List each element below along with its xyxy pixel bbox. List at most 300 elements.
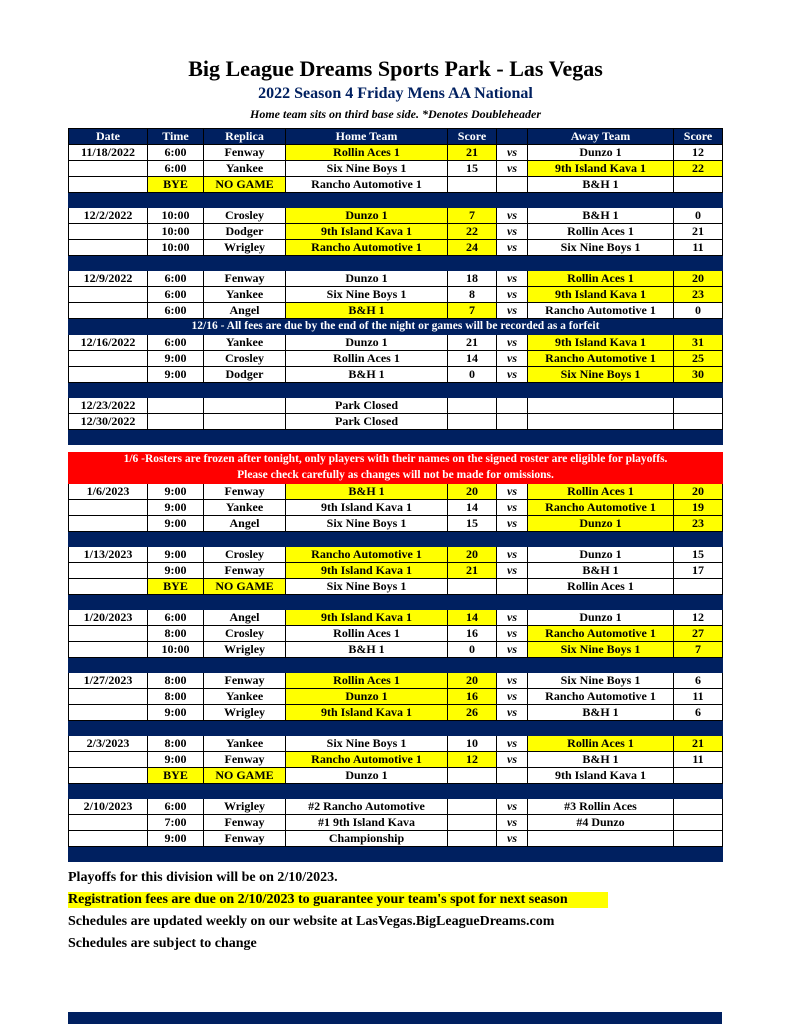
playoff-row (69, 799, 723, 815)
column-header-vs (497, 129, 528, 145)
home-score-cell: 14 (448, 500, 497, 516)
game-row (69, 689, 723, 705)
time-cell: 9:00 (148, 563, 204, 579)
away-team-cell: Rancho Automotive 1 (528, 689, 674, 705)
home-score-cell: 15 (448, 161, 497, 177)
away-team-cell: Rollin Aces 1 (528, 271, 674, 287)
home-score-cell: 14 (448, 351, 497, 367)
game-row (69, 208, 723, 224)
home-score-cell: 14 (448, 610, 497, 626)
time-cell: 9:00 (148, 831, 204, 847)
vs-cell (497, 768, 528, 784)
date-cell (69, 831, 148, 847)
time-cell: BYE (148, 579, 204, 595)
replica-cell (204, 398, 286, 414)
home-score-cell: 8 (448, 287, 497, 303)
date-cell (69, 563, 148, 579)
away-score-cell (674, 831, 723, 847)
separator-notice-text: 12/16 - All fees are due by the end of the night or games will be recorded as a forfeit (69, 319, 723, 335)
time-cell: BYE (148, 177, 204, 193)
away-team-cell: Six Nine Boys 1 (528, 367, 674, 383)
game-row (69, 610, 723, 626)
vs-cell: vs (497, 642, 528, 658)
date-cell: 2/10/2023 (69, 799, 148, 815)
home-score-cell: 7 (448, 208, 497, 224)
time-cell: 6:00 (148, 303, 204, 319)
time-cell: 6:00 (148, 161, 204, 177)
home-score-cell: 0 (448, 367, 497, 383)
game-row (69, 271, 723, 287)
separator-bar (69, 784, 723, 799)
date-cell: 1/6/2023 (69, 484, 148, 500)
away-score-cell: 12 (674, 610, 723, 626)
away-score-cell: 31 (674, 335, 723, 351)
away-score-cell (674, 815, 723, 831)
replica-cell: Fenway (204, 831, 286, 847)
date-cell (69, 705, 148, 721)
game-row (69, 752, 723, 768)
home-score-cell: 22 (448, 224, 497, 240)
time-cell: 10:00 (148, 208, 204, 224)
replica-cell: Fenway (204, 815, 286, 831)
home-team-cell: B&H 1 (286, 642, 448, 658)
column-header-home-team-3: Home Team (286, 129, 448, 145)
game-row (69, 224, 723, 240)
separator-bar (69, 532, 723, 547)
replica-cell: Crosley (204, 208, 286, 224)
vs-cell: vs (497, 161, 528, 177)
date-cell: 2/3/2023 (69, 736, 148, 752)
vs-cell: vs (497, 689, 528, 705)
home-score-cell: 20 (448, 547, 497, 563)
vs-cell: vs (497, 831, 528, 847)
replica-cell: Fenway (204, 145, 286, 161)
replica-cell: Yankee (204, 736, 286, 752)
vs-cell: vs (497, 705, 528, 721)
game-row (69, 335, 723, 351)
vs-cell (497, 398, 528, 414)
vs-cell: vs (497, 335, 528, 351)
vs-cell: vs (497, 287, 528, 303)
column-header-score-4: Score (448, 129, 497, 145)
away-team-cell: B&H 1 (528, 208, 674, 224)
spacer-row (69, 445, 723, 452)
away-team-cell: #3 Rollin Aces (528, 799, 674, 815)
time-cell: 8:00 (148, 626, 204, 642)
park-closed-row (69, 398, 723, 414)
away-team-cell (528, 831, 674, 847)
replica-cell: Crosley (204, 547, 286, 563)
column-header-score-7: Score (674, 129, 723, 145)
time-cell: 10:00 (148, 224, 204, 240)
vs-cell: vs (497, 799, 528, 815)
replica-cell (204, 414, 286, 430)
home-score-cell: 20 (448, 484, 497, 500)
page-title: Big League Dreams Sports Park - Las Vegas (188, 56, 603, 81)
time-cell: 9:00 (148, 500, 204, 516)
time-cell: 6:00 (148, 287, 204, 303)
game-row (69, 516, 723, 532)
home-score-cell: 7 (448, 303, 497, 319)
footer-note-text: Schedules are subject to change (68, 936, 257, 951)
away-score-cell: 17 (674, 563, 723, 579)
date-cell: 12/2/2022 (69, 208, 148, 224)
home-score-cell: 16 (448, 626, 497, 642)
game-row (69, 161, 723, 177)
away-team-cell (528, 398, 674, 414)
home-team-cell: Rollin Aces 1 (286, 626, 448, 642)
away-score-cell: 6 (674, 673, 723, 689)
away-team-cell: Rollin Aces 1 (528, 484, 674, 500)
home-score-cell (448, 414, 497, 430)
footer-note-line (68, 870, 791, 886)
away-team-cell (528, 414, 674, 430)
away-score-cell: 19 (674, 500, 723, 516)
date-cell (69, 642, 148, 658)
home-score-cell: 10 (448, 736, 497, 752)
replica-cell: Wrigley (204, 240, 286, 256)
away-team-cell: B&H 1 (528, 752, 674, 768)
date-cell (69, 161, 148, 177)
away-score-cell: 23 (674, 516, 723, 532)
vs-cell: vs (497, 367, 528, 383)
date-cell (69, 240, 148, 256)
replica-cell: Crosley (204, 351, 286, 367)
bottom-navy-bar (68, 1012, 722, 1024)
separator-row (69, 319, 723, 335)
home-team-cell: B&H 1 (286, 367, 448, 383)
park-closed-cell: Park Closed (286, 398, 448, 414)
separator-bar (69, 193, 723, 208)
game-row (69, 367, 723, 383)
vs-cell: vs (497, 271, 528, 287)
away-score-cell: 22 (674, 161, 723, 177)
home-score-cell: 20 (448, 673, 497, 689)
date-cell: 11/18/2022 (69, 145, 148, 161)
playoff-row (69, 815, 723, 831)
date-cell: 12/30/2022 (69, 414, 148, 430)
away-score-cell: 12 (674, 145, 723, 161)
date-cell: 12/23/2022 (69, 398, 148, 414)
column-header-replica-2: Replica (204, 129, 286, 145)
replica-cell: Crosley (204, 626, 286, 642)
bye-row (69, 177, 723, 193)
replica-cell: Yankee (204, 689, 286, 705)
date-cell: 12/16/2022 (69, 335, 148, 351)
vs-cell (497, 177, 528, 193)
game-row (69, 673, 723, 689)
time-cell: 10:00 (148, 642, 204, 658)
table-header-row (69, 129, 723, 145)
away-team-cell: Dunzo 1 (528, 516, 674, 532)
replica-cell: Fenway (204, 563, 286, 579)
home-score-cell: 12 (448, 752, 497, 768)
separator-row (69, 658, 723, 673)
away-team-cell: Rancho Automotive 1 (528, 303, 674, 319)
separator-row (69, 256, 723, 271)
game-row (69, 563, 723, 579)
away-team-cell: #4 Dunzo (528, 815, 674, 831)
game-row (69, 705, 723, 721)
away-team-cell: Dunzo 1 (528, 145, 674, 161)
league-subtitle: 2022 Season 4 Friday Mens AA National (258, 85, 533, 102)
time-cell: 9:00 (148, 351, 204, 367)
date-cell: 1/13/2023 (69, 547, 148, 563)
away-score-cell (674, 579, 723, 595)
away-score-cell: 20 (674, 484, 723, 500)
away-team-cell: Six Nine Boys 1 (528, 240, 674, 256)
column-header-date-0: Date (69, 129, 148, 145)
home-team-cell: 9th Island Kava 1 (286, 705, 448, 721)
home-score-cell (448, 398, 497, 414)
date-cell (69, 579, 148, 595)
replica-cell: Wrigley (204, 642, 286, 658)
spacer-cell (69, 445, 723, 452)
vs-cell: vs (497, 240, 528, 256)
time-cell: 10:00 (148, 240, 204, 256)
game-row (69, 626, 723, 642)
away-team-cell: Six Nine Boys 1 (528, 673, 674, 689)
time-cell: 8:00 (148, 673, 204, 689)
alert-row (69, 452, 723, 468)
date-cell: 1/20/2023 (69, 610, 148, 626)
home-score-cell: 26 (448, 705, 497, 721)
date-cell (69, 500, 148, 516)
schedule-table (68, 128, 723, 862)
bye-row (69, 579, 723, 595)
home-score-cell (448, 831, 497, 847)
vs-cell (497, 414, 528, 430)
vs-cell: vs (497, 145, 528, 161)
separator-bar (69, 430, 723, 445)
away-score-cell: 23 (674, 287, 723, 303)
replica-cell: Wrigley (204, 799, 286, 815)
away-team-cell: Rancho Automotive 1 (528, 626, 674, 642)
bye-row (69, 768, 723, 784)
home-score-cell (448, 815, 497, 831)
vs-cell: vs (497, 547, 528, 563)
replica-cell: Fenway (204, 484, 286, 500)
away-score-cell: 30 (674, 367, 723, 383)
replica-cell: Angel (204, 516, 286, 532)
away-score-cell (674, 177, 723, 193)
home-team-cell: B&H 1 (286, 484, 448, 500)
home-team-cell: Dunzo 1 (286, 271, 448, 287)
away-score-cell: 7 (674, 642, 723, 658)
home-score-cell: 18 (448, 271, 497, 287)
park-closed-row (69, 414, 723, 430)
schedule-note: Home team sits on third base side. *Denotes Doubleheader (250, 107, 541, 121)
date-cell (69, 351, 148, 367)
home-score-cell: 24 (448, 240, 497, 256)
vs-cell (497, 579, 528, 595)
date-cell: 12/9/2022 (69, 271, 148, 287)
separator-row (69, 532, 723, 547)
away-score-cell: 21 (674, 224, 723, 240)
home-score-cell (448, 799, 497, 815)
away-team-cell: B&H 1 (528, 177, 674, 193)
column-header-time-1: Time (148, 129, 204, 145)
home-team-cell: Rollin Aces 1 (286, 145, 448, 161)
away-score-cell: 11 (674, 240, 723, 256)
time-cell: 6:00 (148, 610, 204, 626)
vs-cell: vs (497, 610, 528, 626)
replica-cell: Yankee (204, 335, 286, 351)
game-row (69, 287, 723, 303)
game-row (69, 500, 723, 516)
home-team-cell: #2 Rancho Automotive (286, 799, 448, 815)
replica-cell: Dodger (204, 224, 286, 240)
separator-row (69, 721, 723, 736)
home-team-cell: 9th Island Kava 1 (286, 500, 448, 516)
date-cell: 1/27/2023 (69, 673, 148, 689)
replica-cell: Fenway (204, 673, 286, 689)
home-team-cell: Rancho Automotive 1 (286, 547, 448, 563)
away-score-cell: 0 (674, 303, 723, 319)
away-score-cell: 27 (674, 626, 723, 642)
separator-row (69, 595, 723, 610)
home-score-cell (448, 579, 497, 595)
away-team-cell: B&H 1 (528, 705, 674, 721)
home-score-cell: 21 (448, 335, 497, 351)
home-team-cell: Rancho Automotive 1 (286, 752, 448, 768)
playoff-row (69, 831, 723, 847)
vs-cell: vs (497, 736, 528, 752)
vs-cell: vs (497, 303, 528, 319)
time-cell: 9:00 (148, 705, 204, 721)
game-row (69, 240, 723, 256)
home-team-cell: Dunzo 1 (286, 768, 448, 784)
vs-cell: vs (497, 752, 528, 768)
away-score-cell: 11 (674, 752, 723, 768)
home-team-cell: Rollin Aces 1 (286, 351, 448, 367)
vs-cell: vs (497, 673, 528, 689)
separator-row (69, 430, 723, 445)
home-team-cell: Six Nine Boys 1 (286, 287, 448, 303)
registration-fee-notice: Registration fees are due on 2/10/2023 to guarantee your team's spot for next season (68, 892, 608, 908)
home-team-cell: #1 9th Island Kava (286, 815, 448, 831)
away-team-cell: Rollin Aces 1 (528, 736, 674, 752)
home-team-cell: Rollin Aces 1 (286, 673, 448, 689)
time-cell: 6:00 (148, 145, 204, 161)
game-row (69, 736, 723, 752)
away-score-cell: 15 (674, 547, 723, 563)
date-cell (69, 815, 148, 831)
vs-cell: vs (497, 626, 528, 642)
separator-bar (69, 847, 723, 862)
home-team-cell: Dunzo 1 (286, 689, 448, 705)
home-team-cell: Six Nine Boys 1 (286, 516, 448, 532)
home-team-cell: 9th Island Kava 1 (286, 224, 448, 240)
time-cell: 9:00 (148, 516, 204, 532)
replica-cell: NO GAME (204, 177, 286, 193)
alert-text: 1/6 -Rosters are frozen after tonight, only players with their names on the signed roster are eligible for playoffs. (69, 452, 723, 468)
date-cell (69, 516, 148, 532)
separator-row (69, 784, 723, 799)
footer-note-line (68, 892, 791, 908)
time-cell (148, 398, 204, 414)
home-score-cell: 21 (448, 563, 497, 579)
away-team-cell: Rollin Aces 1 (528, 579, 674, 595)
game-row (69, 351, 723, 367)
game-row (69, 303, 723, 319)
replica-cell: Yankee (204, 287, 286, 303)
replica-cell: NO GAME (204, 579, 286, 595)
away-team-cell: Rancho Automotive 1 (528, 500, 674, 516)
replica-cell: NO GAME (204, 768, 286, 784)
footer-notes (68, 870, 791, 952)
home-score-cell: 16 (448, 689, 497, 705)
separator-row (69, 383, 723, 398)
date-cell (69, 224, 148, 240)
away-score-cell: 21 (674, 736, 723, 752)
away-team-cell: 9th Island Kava 1 (528, 335, 674, 351)
away-score-cell: 11 (674, 689, 723, 705)
home-team-cell: Championship (286, 831, 448, 847)
time-cell: 6:00 (148, 335, 204, 351)
away-score-cell: 25 (674, 351, 723, 367)
date-cell (69, 287, 148, 303)
separator-bar (69, 256, 723, 271)
date-cell (69, 689, 148, 705)
replica-cell: Angel (204, 610, 286, 626)
home-team-cell: Rancho Automotive 1 (286, 240, 448, 256)
game-row (69, 547, 723, 563)
time-cell: 8:00 (148, 736, 204, 752)
vs-cell: vs (497, 224, 528, 240)
separator-bar (69, 383, 723, 398)
time-cell: 9:00 (148, 484, 204, 500)
time-cell: 9:00 (148, 367, 204, 383)
replica-cell: Yankee (204, 500, 286, 516)
separator-bar (69, 721, 723, 736)
footer-note-line (68, 914, 791, 930)
time-cell: 6:00 (148, 271, 204, 287)
home-score-cell (448, 768, 497, 784)
home-team-cell: Dunzo 1 (286, 208, 448, 224)
away-score-cell (674, 768, 723, 784)
home-team-cell: B&H 1 (286, 303, 448, 319)
time-cell: 9:00 (148, 547, 204, 563)
away-team-cell: Dunzo 1 (528, 547, 674, 563)
alert-text: Please check carefully as changes will not be made for omissions. (69, 468, 723, 484)
replica-cell: Fenway (204, 752, 286, 768)
home-team-cell: Dunzo 1 (286, 335, 448, 351)
replica-cell: Fenway (204, 271, 286, 287)
home-score-cell: 15 (448, 516, 497, 532)
away-score-cell: 6 (674, 705, 723, 721)
game-row (69, 484, 723, 500)
home-score-cell (448, 177, 497, 193)
time-cell: 7:00 (148, 815, 204, 831)
replica-cell: Angel (204, 303, 286, 319)
date-cell (69, 177, 148, 193)
time-cell (148, 414, 204, 430)
away-team-cell: B&H 1 (528, 563, 674, 579)
home-score-cell: 0 (448, 642, 497, 658)
date-cell (69, 367, 148, 383)
separator-bar (69, 658, 723, 673)
date-cell (69, 626, 148, 642)
away-team-cell: Six Nine Boys 1 (528, 642, 674, 658)
away-score-cell: 0 (674, 208, 723, 224)
game-row (69, 642, 723, 658)
away-team-cell: 9th Island Kava 1 (528, 287, 674, 303)
replica-cell: Wrigley (204, 705, 286, 721)
game-row (69, 145, 723, 161)
date-cell (69, 752, 148, 768)
away-team-cell: Rollin Aces 1 (528, 224, 674, 240)
